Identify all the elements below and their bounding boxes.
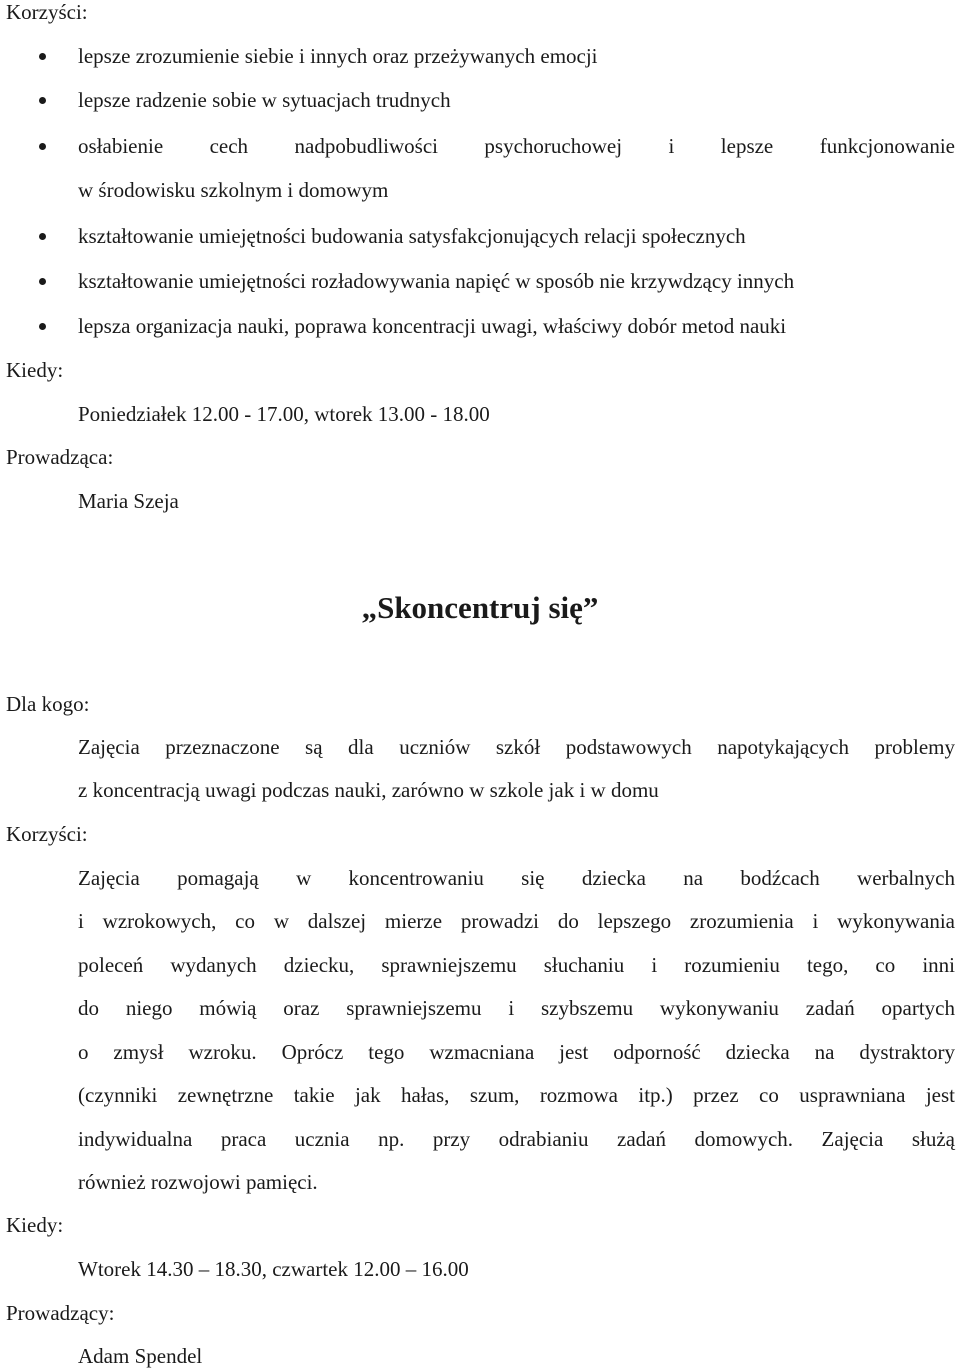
for-whom-text: z koncentracją uwagi podczas nauki, zarówno w szkole jak i w domu (78, 778, 659, 802)
benefits-text-line: i wzrokowych, co w dalszej mierze prowadzi do lepszego zrozumienia i wykonywania (78, 909, 955, 933)
benefits-text-line: indywidualna praca ucznia np. przy odrabianiu zadań domowych. Zajęcia służą (78, 1127, 955, 1151)
when-value: Poniedziałek 12.00 - 17.00, wtorek 13.00 - 18.00 (78, 402, 490, 426)
benefits-text-line: o zmysł wzroku. Oprócz tego wzmacniana jest odporność dziecka na dystraktory (78, 1040, 955, 1064)
bullet-icon (39, 53, 46, 60)
section-title: „Skoncentruj się” (361, 590, 599, 625)
benefit-item: osłabienie cech nadpobudliwości psychoruchowej i lepsze funkcjonowanie (78, 134, 955, 158)
for-whom-label: Dla kogo: (6, 692, 90, 716)
when-label: Kiedy: (6, 358, 64, 382)
benefit-item: lepsze zrozumienie siebie i innych oraz przeżywanych emocji (78, 44, 598, 68)
bullet-icon (39, 143, 46, 150)
for-whom-text: Zajęcia przeznaczone są dla uczniów szkół podstawowych napotykających problemy (78, 735, 955, 759)
benefits-text-line: (czynniki zewnętrzne takie jak hałas, szum, rozmowa itp.) przez co usprawniana jest (78, 1083, 955, 1107)
benefits-label: Korzyści: (6, 822, 88, 846)
leader-name: Adam Spendel (78, 1344, 203, 1368)
benefits-text-line: do niego mówią oraz sprawniejszemu i szybszemu wykonywaniu zadań opartych (78, 996, 955, 1020)
bullet-icon (39, 233, 46, 240)
benefits-label: Korzyści: (6, 0, 88, 24)
benefit-item-continuation: w środowisku szkolnym i domowym (78, 178, 389, 202)
bullet-icon (39, 97, 46, 104)
benefit-item: lepsze radzenie sobie w sytuacjach trudnych (78, 88, 451, 112)
bullet-icon (39, 278, 46, 285)
benefit-item: lepsza organizacja nauki, poprawa koncentracji uwagi, właściwy dobór metod nauki (78, 314, 787, 338)
benefits-text-line: Zajęcia pomagają w koncentrowaniu się dziecka na bodźcach werbalnych (78, 866, 955, 890)
when-label: Kiedy: (6, 1213, 64, 1237)
when-value: Wtorek 14.30 – 18.30, czwartek 12.00 – 16.00 (78, 1257, 469, 1281)
benefit-item: kształtowanie umiejętności rozładowywania napięć w sposób nie krzywdzący innych (78, 269, 795, 293)
benefits-text-line: również rozwojowi pamięci. (78, 1170, 318, 1194)
benefit-item: kształtowanie umiejętności budowania satysfakcjonujących relacji społecznych (78, 224, 746, 248)
leader-label: Prowadząca: (6, 445, 114, 469)
benefits-text-line: poleceń wydanych dziecku, sprawniejszemu słuchaniu i rozumieniu tego, co inni (78, 953, 955, 977)
leader-label: Prowadzący: (6, 1301, 115, 1325)
bullet-icon (39, 323, 46, 330)
leader-name: Maria Szeja (78, 489, 179, 513)
